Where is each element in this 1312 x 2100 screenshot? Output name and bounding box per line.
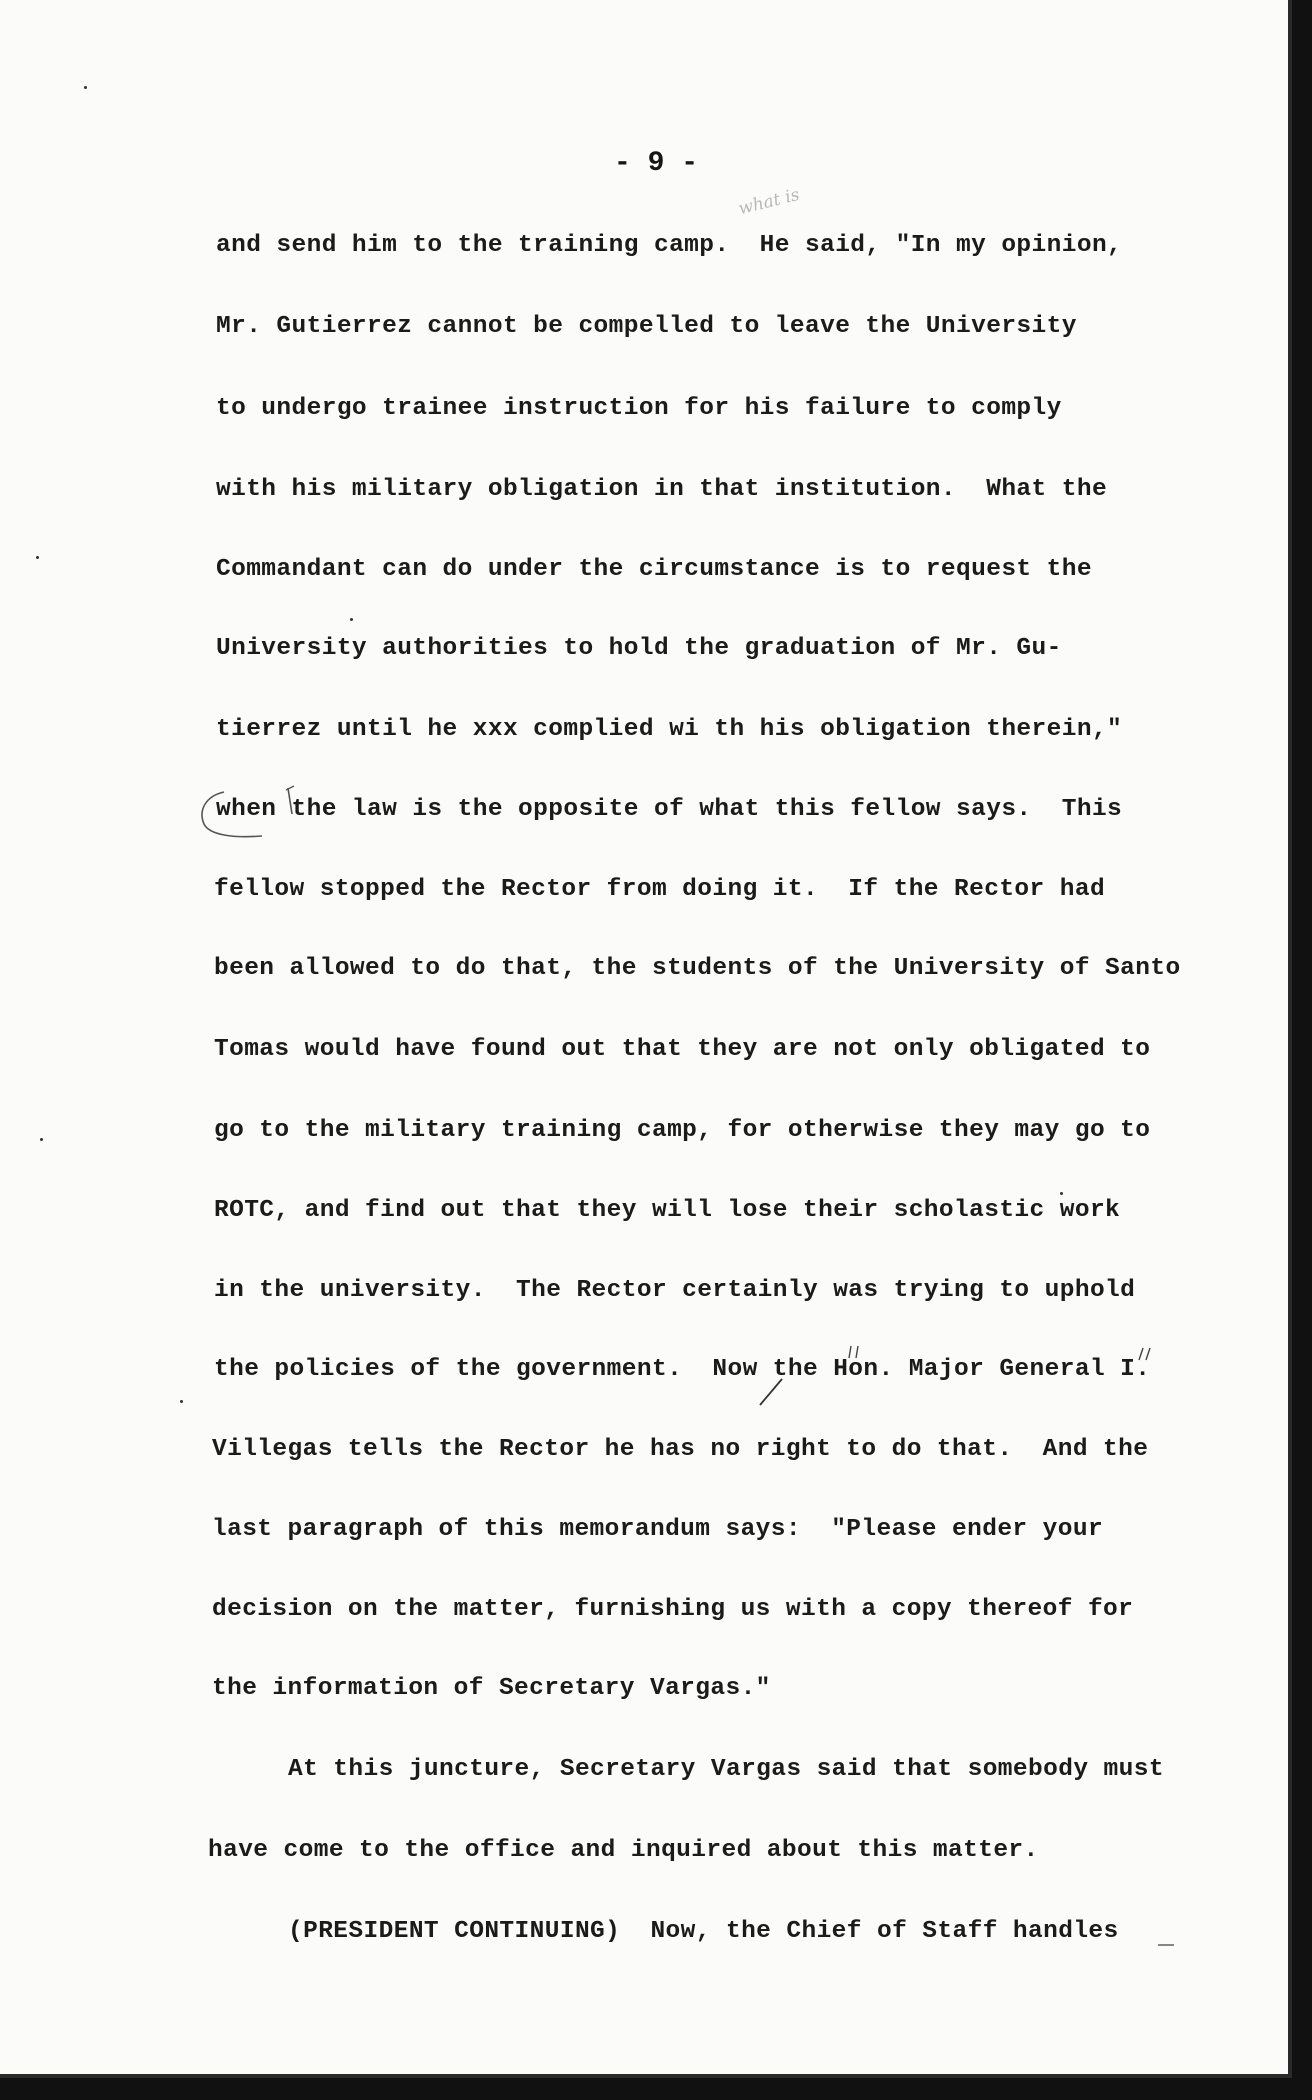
text-line: the information of Secretary Vargas." (212, 1675, 771, 1702)
handwritten-margin-note: what is (736, 184, 802, 220)
text-line: University authorities to hold the graduation of Mr. Gu- (216, 635, 1062, 662)
paper-speck (84, 86, 87, 89)
text-line: been allowed to do that, the students of the University of Santo (214, 955, 1181, 982)
text-line: Villegas tells the Rector he has no right to do that. And the (212, 1436, 1149, 1463)
pen-quote-mark (845, 1344, 865, 1362)
paper-speck (350, 618, 353, 621)
text-line: the policies of the government. Now the Hon. Major General I. (214, 1356, 1151, 1383)
page-number: - 9 - (613, 148, 698, 179)
text-line: to undergo trainee instruction for his failure to comply (216, 395, 1062, 422)
text-line: ROTC, and find out that they will lose their scholastic work (214, 1197, 1121, 1224)
text-line: when the law is the opposite of what this fellow says. This (216, 796, 1123, 823)
text-line: decision on the matter, furnishing us with a copy thereof for (212, 1596, 1134, 1623)
paper-speck (180, 1400, 183, 1403)
text-line: (PRESIDENT CONTINUING) Now, the Chief of Staff handles (288, 1918, 1119, 1945)
paper-speck (1060, 1192, 1063, 1195)
pen-caret-mark (752, 1375, 792, 1413)
pen-dash-mark (1156, 1940, 1176, 1950)
text-line: go to the military training camp, for otherwise they may go to (214, 1117, 1151, 1144)
text-line: Commandant can do under the circumstance is to request the (216, 556, 1092, 583)
pen-circle-mark (196, 780, 306, 850)
text-line: fellow stopped the Rector from doing it. If the Rector had (214, 876, 1106, 903)
paper-speck (36, 556, 39, 559)
text-line: At this juncture, Secretary Vargas said that somebody must (288, 1756, 1164, 1783)
paper-speck (40, 1138, 43, 1141)
pen-quote-mark (1134, 1346, 1156, 1364)
text-line: last paragraph of this memorandum says: "Please ender your (212, 1516, 1104, 1543)
text-line: in the university. The Rector certainly was trying to uphold (214, 1277, 1136, 1304)
text-line: Mr. Gutierrez cannot be compelled to leave the University (216, 313, 1077, 340)
text-line: have come to the office and inquired about this matter. (208, 1837, 1039, 1864)
text-line: tierrez until he xxx complied wi th his obligation therein," (216, 716, 1123, 743)
text-line: and send him to the training camp. He said, "In my opinion, (216, 232, 1123, 259)
text-line: Tomas would have found out that they are not only obligated to (214, 1036, 1151, 1063)
text-line: with his military obligation in that institution. What the (216, 476, 1108, 503)
